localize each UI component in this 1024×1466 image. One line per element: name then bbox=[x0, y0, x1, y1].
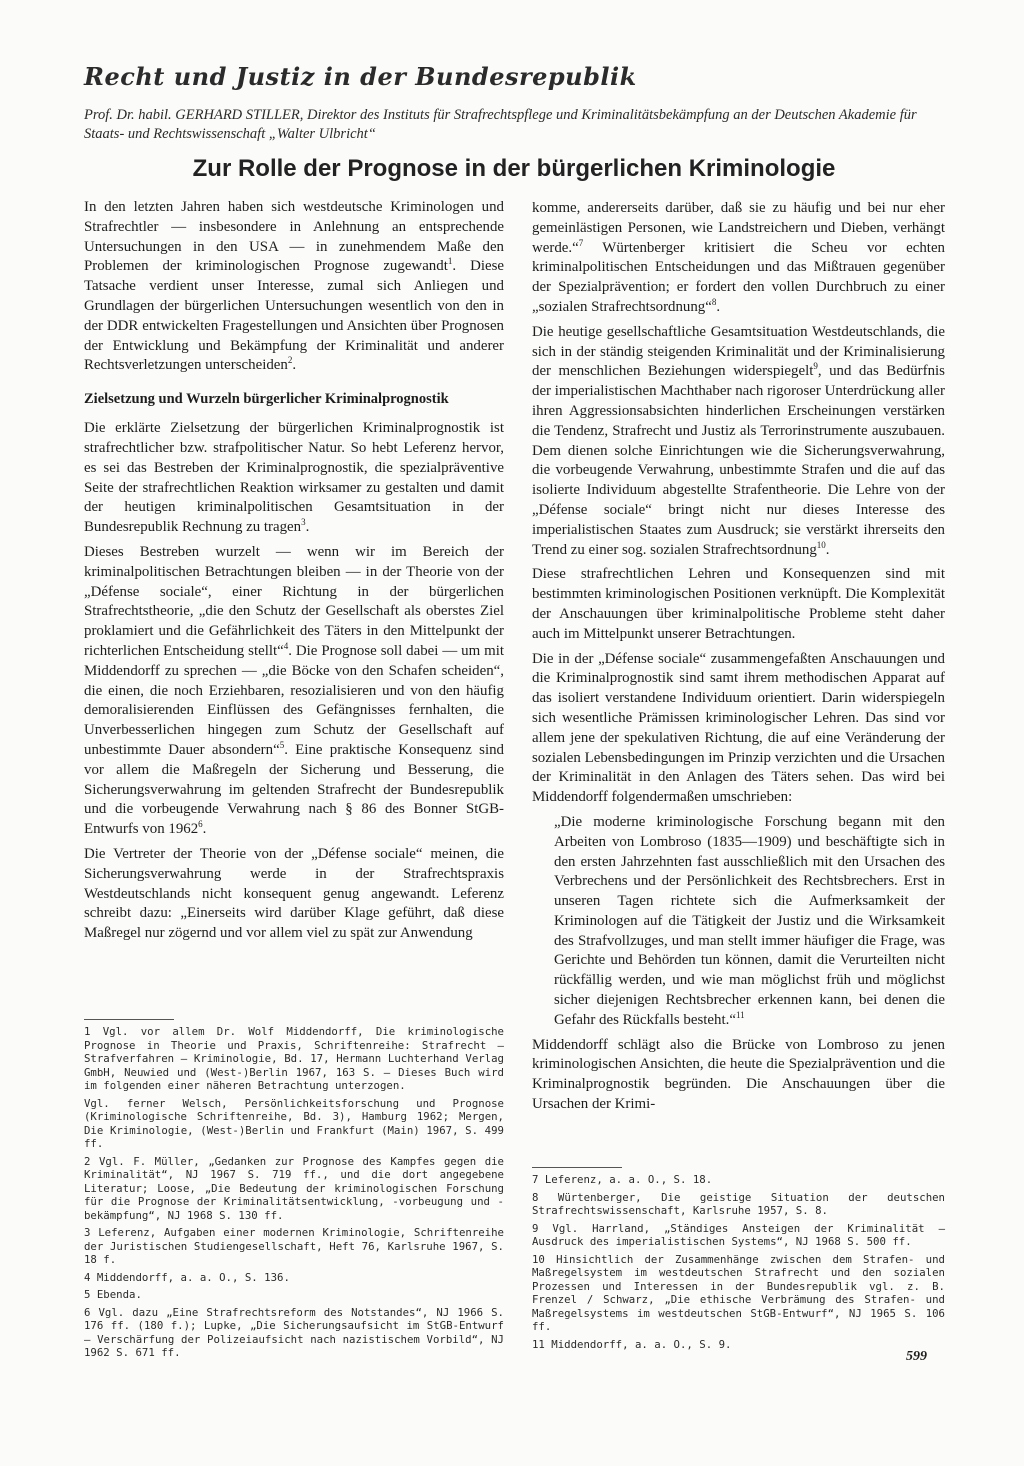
paragraph: Die erklärte Zielsetzung der bürgerlichen Kriminalprognostik ist strafrechtlicher bzw. strafpolitischer Natur. So hebt Leferenz hervor, es sei das Bestreben der Kriminalprognostik, die spezialpräventive Seite der strafrechtlichen Reaktion wirksamer zu gestalten und damit der heutigen kriminalpolitischen Gesamtsituation in der Bundesrepublik Rechnung zu tragen$^3$. bbox=[84, 420, 504, 536]
footnote-ref[interactable]: 4 bbox=[283, 640, 289, 651]
section-title: Recht und Justiz in der Bundesrepublik bbox=[84, 62, 637, 91]
footnote: 7 Leferenz, a. a. O., S. 18. bbox=[532, 1173, 713, 1186]
footnote: 9 Vgl. Harrland, „Ständiges Ansteigen der Kriminalität — Ausdruck des imperialistischen Systems“, NJ 1968 S. 500 ff. bbox=[532, 1221, 945, 1248]
footnote: 3 Leferenz, Aufgaben einer modernen Kriminologie, Schriftenreihe der Juristischen Studiengesellschaft, Heft 76, Karlsruhe 1967, S. 18 f. bbox=[84, 1226, 504, 1266]
footnotes-left bbox=[84, 1025, 504, 1364]
paragraph: Diese strafrechtlichen Lehren und Konsequenzen sind mit bestimmten kriminologischen Positionen verknüpft. Die Komplexität der Anschauungen über kriminalpolitische Probleme steht daher auch im Mittelpunkt unserer Betrachtungen. bbox=[532, 566, 945, 642]
paragraph: Die heutige gesellschaftliche Gesamtsituation Westdeutschlands, die sich in der ständig steigenden Kriminalität und der Kriminalisierung der menschlichen Beziehungen widerspiegelt$^9$, und das Bedürfnis der imperialistischen Machthaber nach rigoroser Unterdrückung aller ihren Aggressionsabsichten hinderlichen Erscheinungen verstärken die Tendenz, Strafrecht und Justiz als Terrorinstrumente auszubauen. Dem dienen solche Einrichtungen wie die Sicherungsverwahrung, die vorbeugende Verwahrung, unbestimmte Strafen und die auf das isolierte Individuum abgestellte Strafentheorie. Die Lehre von der „Défense sociale“ bringt nicht nur dieses Interesse des imperialistischen Staates zum Ausdruck; sie verstärkt ihrerseits den Trend zu einer sog. sozialen Strafrechtsordnung$^{10}$. bbox=[532, 323, 945, 558]
footnote: 4 Middendorff, a. a. O., S. 136. bbox=[84, 1270, 290, 1284]
footnote-ref[interactable]: 7 bbox=[578, 237, 584, 248]
subheading: Zielsetzung und Wurzeln bürgerlicher Kriminalprognostik bbox=[84, 391, 449, 408]
author-byline: Prof. Dr. habil. GERHARD STILLER, Direktor des Instituts für Strafrechtspflege und Kriminalitätsbekämpfung an der Deutschen Akademie für Staats- und Rechtswissenschaft „Walter Ulbricht“ bbox=[84, 107, 917, 142]
footnote-ref[interactable]: 6 bbox=[198, 819, 203, 830]
block-quote: „Die moderne kriminologische Forschung begann mit den Arbeiten von Lombroso (1835—1909) und beschäftigte sich in den ersten Jahrzehnten fast ausschließlich mit den Ursachen des Verbrechens und der Persönlichkeit des Rechtsbrechers. Erst in unseren Tagen richtete sich die Aufmerksamkeit der Kriminologen auf die Tätigkeit der Justiz und die Wirksamkeit des Strafvollzuges, und man stellt immer häufiger die Frage, was Gerichte und Behörden tun können, damit die Verurteilten nicht rückfällig werden, und wie man möglichst früh und möglichst sicher diejenigen Rechtsbrecher erkennen kann, bei denen die Gefahr des Rückfalls besteht.“$^{11}$ bbox=[554, 813, 945, 1028]
right-column bbox=[532, 199, 945, 1120]
left-column bbox=[84, 198, 504, 949]
footnote-ref[interactable]: 10 bbox=[816, 539, 826, 550]
footnote-ref[interactable]: 5 bbox=[279, 739, 285, 750]
footnotes-right bbox=[532, 1173, 945, 1355]
paragraph: Middendorff schlägt also die Brücke von Lombroso zu jenen kriminologischen Ansichten, die heute die Spezialprävention und die Kriminalprognostik begründen. Die Anschauungen über die Ursachen der Krimi- bbox=[532, 1036, 945, 1113]
footnote-ref[interactable]: 3 bbox=[301, 517, 306, 528]
footnote: 2 Vgl. F. Müller, „Gedanken zur Prognose des Kampfes gegen die Kriminalität“, NJ 1967 S. 719 ff., und die dort angegebene Literatur; Loose, „Die Bedeutung der kriminologischen Forschung für die Prognose der Kriminalitätsentwicklung, -vorbeugung und -bekämpfung“, NJ 1968 S. 130 ff. bbox=[84, 1154, 504, 1222]
footnote: 1 Vgl. vor allem Dr. Wolf Middendorff, Die kriminologische Prognose in Theorie und Praxis, Schriftenreihe: Strafrecht — Strafverfahren — Kriminologie, Bd. 17, Hermann Luchterhand Verlag GmbH, Neuwied und (West-)Berlin 1967, 163 S. — Dieses Buch wird im folgenden einer näheren Betrachtung unterzogen. bbox=[84, 1025, 504, 1092]
footnote-ref[interactable]: 2 bbox=[287, 355, 293, 366]
footnote-ref[interactable]: 11 bbox=[735, 1009, 745, 1020]
paragraph: Die in der „Défense sociale“ zusammengefaßten Anschauungen und die Kriminalprognostik sind samt ihrem methodischen Apparat auf das isoliert verstandene Individuum orientiert. Darin widerspiegeln sich wesentliche Prämissen kriminologischer Lehren. Das sind vor allem jene der spekulativen Richtung, die auf eine Veränderung der sozialen Lebensbedingungen im Prinzip verzichten und die Ursachen der Kriminalität in den Anlagen des Täters sehen. Das wird bei Middendorff folgendermaßen umschrieben: bbox=[532, 650, 945, 806]
paragraph: In den letzten Jahren haben sich westdeutsche Kriminologen und Strafrechtler — insbesondere in Anlehnung an entsprechende Untersuchungen in den USA — in zunehmendem Maße den Problemen der kriminologischen Prognose zugewandt$^1$. Diese Tatsache verdient unser Interesse, zumal sich Anliegen und Grundlagen der bürgerlichen Untersuchungen wesentlich von den in der DDR entwickelten Fragestellungen und Ansichten über Prognosen der Entwicklung und Bekämpfung der Kriminalität und anderer Rechtsverletzungen unterscheiden$^2$. bbox=[84, 199, 504, 374]
footnote: Vgl. ferner Welsch, Persönlichkeitsforschung und Prognose (Kriminologische Schriftenreihe, Bd. 3), Hamburg 1962; Mergen, Die Kriminologie, (West-)Berlin und Frankfurt (Main) 1967, S. 499 ff. bbox=[84, 1096, 504, 1150]
footnote: 10 Hinsichtlich der Zusammenhänge zwischen dem Strafen- und Maßregelsystem im westdeutschen Strafrecht und den sozialen Prozessen und Interessen in der Bundesrepublik vgl. z. B. Frenzel / Schwarz, „Die ethische Verbrämung des Strafen- und Maßregelsystems im westdeutschen StGB-Entwurf“, NJ 1965 S. 106 ff. bbox=[532, 1252, 945, 1333]
paragraph: Die Vertreter der Theorie von der „Défense sociale“ meinen, die Sicherungsverwahrung werde in der Strafrechtspraxis Westdeutschlands nicht konsequent genug angewandt. Leferenz schreibt dazu: „Einerseits wird darüber Klage geführt, daß diese Maßregel nur zögernd und vor allem viel zu spät zur Anwendung bbox=[84, 845, 504, 942]
footnote: 8 Würtenberger, Die geistige Situation der deutschen Strafrechtswissenschaft, Karlsruhe 1957, S. 8. bbox=[532, 1190, 945, 1217]
page-number: 599 bbox=[906, 1349, 927, 1364]
footnote-divider bbox=[84, 1019, 174, 1020]
footnote: 6 Vgl. dazu „Eine Strafrechtsreform des Notstandes“, NJ 1966 S. 176 ff. (180 f.); Lupke, „Die Sicherungsaufsicht im StGB-Entwurf — Verschärfung der Polizeiaufsicht nach nazistischem Vorbild“, NJ 1962 S. 671 ff. bbox=[84, 1305, 504, 1359]
footnote: 5 Ebenda. bbox=[84, 1288, 142, 1301]
footnote-ref[interactable]: 1 bbox=[447, 256, 453, 267]
paragraph: komme, andererseits darüber, daß sie zu häufig und bei nur eher gemeinlästigen Personen, wie Landstreichern und Dieben, verhängt werde.“$^7$ Würtenberger kritisiert die Scheu vor echten kriminalpolitischen Entscheidungen und das Mißtrauen gegenüber der Spezialprävention; er fordert den vollen Durchbruch zu einer „sozialen Strafrechtsordnung“$^8$. bbox=[532, 200, 945, 315]
article-title: Zur Rolle der Prognose in der bürgerlichen Kriminologie bbox=[192, 155, 836, 182]
footnote-divider bbox=[532, 1167, 622, 1168]
footnote: 11 Middendorff, a. a. O., S. 9. bbox=[532, 1337, 732, 1351]
footnote-ref[interactable]: 9 bbox=[813, 361, 818, 372]
paragraph: Dieses Bestreben wurzelt — wenn wir im Bereich der kriminalpolitischen Betrachtungen bleiben — in der Theorie von der „Défense sociale“, einer Richtung in der bürgerlichen Strafrechtstheorie, „die den Schutz der Gesellschaft als oberstes Ziel proklamiert und die Gefährlichkeit des Täters in den Mittelpunkt der richterlichen Entscheidung stellt“$^4$. Die Prognose soll dabei — um mit Middendorff zu sprechen — „die Böcke von den Schafen scheiden“, die einen, die noch Erziehbaren, resozialisieren und von den häufig demoralisierenden Einflüssen des Gefängnisses fernhalten, die Unverbesserlichen hingegen zum Schutz der Gesellschaft auf unbestimmte Dauer absondern“$^5$. Eine praktische Konsequenz sind vor allem die Maßregeln der Sicherung und Besserung, die Sicherungsverwahrung im geltenden Strafrecht der Bundesrepublik und die vorbeugende Verwahrung nach § 86 des Bonner StGB-Entwurfs von 1962$^6$. bbox=[84, 543, 504, 838]
footnote-ref[interactable]: 8 bbox=[711, 297, 717, 308]
